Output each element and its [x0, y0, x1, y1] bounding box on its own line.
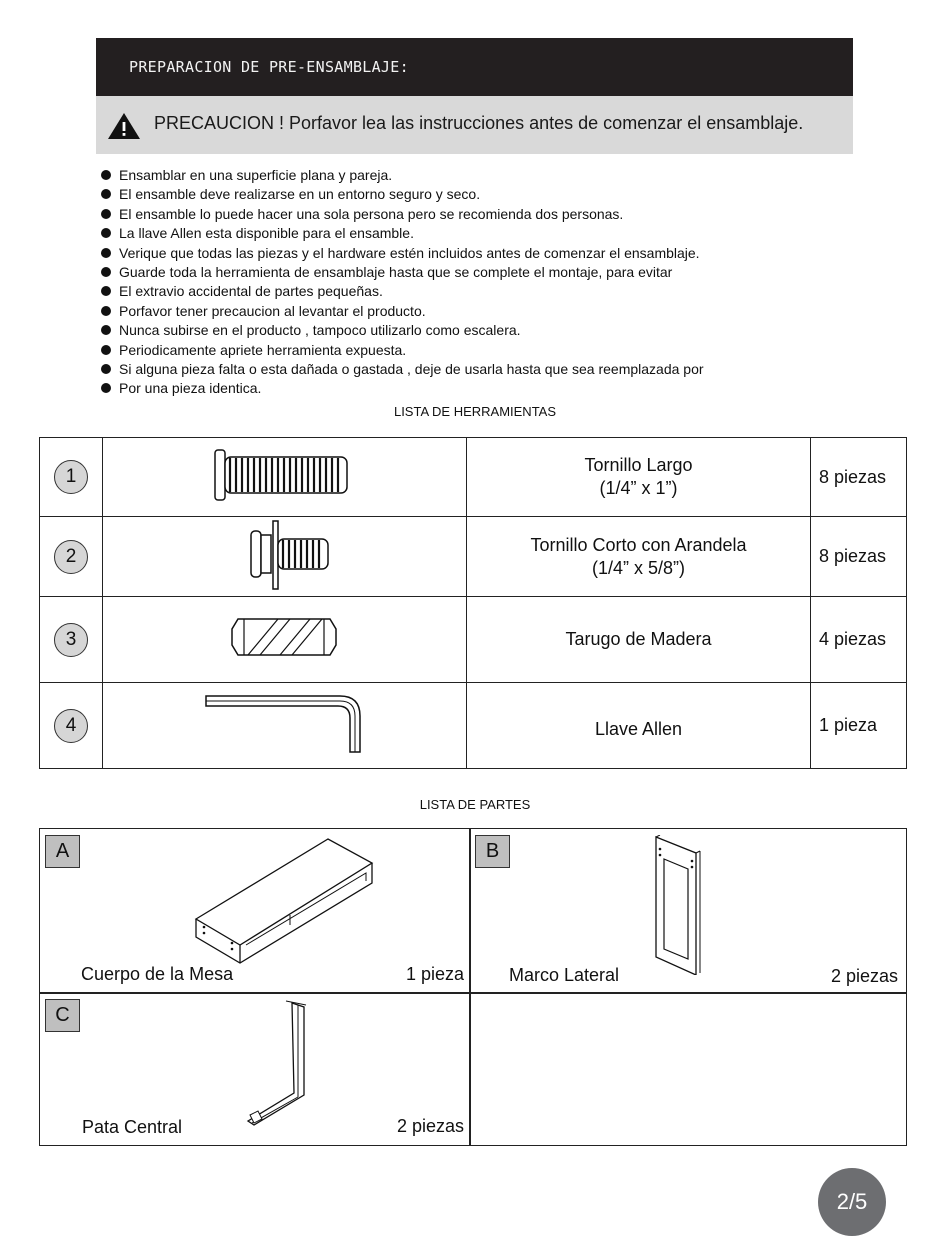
- rule-item-continuation: El extravio accidental de partes pequeñas.: [99, 282, 799, 301]
- item-number: 3: [54, 623, 88, 657]
- tool-quantity: 1 pieza: [811, 683, 907, 769]
- tools-table: [39, 437, 907, 769]
- rule-item: El ensamble deve realizarse en un entorno seguro y seco.: [99, 185, 799, 204]
- part-name: Marco Lateral: [509, 965, 620, 985]
- parts-list-title: LISTA DE PARTES: [419, 797, 531, 812]
- part-quantity: 2 piezas: [396, 1116, 464, 1136]
- tool-quantity: 4 piezas: [811, 597, 907, 683]
- wood-dowel-icon: [230, 615, 340, 659]
- warning-icon: [107, 111, 141, 141]
- rule-item: Si alguna pieza falta o esta dañada o gastada , deje de usarla hasta que sea reemplazada por: [99, 360, 799, 379]
- part-card-empty: [469, 992, 907, 1146]
- rule-item: El ensamble lo puede hacer una sola persona pero se recomienda dos personas.: [99, 205, 799, 224]
- part-letter: A: [45, 835, 80, 868]
- part-letter: C: [45, 999, 80, 1032]
- item-number: 2: [54, 540, 88, 574]
- table-row: [40, 683, 907, 769]
- table-row: [40, 517, 907, 597]
- table-row: [40, 438, 907, 517]
- item-number: 1: [54, 460, 88, 494]
- rule-item: Porfavor tener precaucion al levantar el producto.: [99, 302, 799, 321]
- part-letter: B: [475, 835, 510, 868]
- parts-grid: [39, 828, 907, 1146]
- tool-quantity: 8 piezas: [811, 517, 907, 597]
- tool-size: (1/4” x 1”): [599, 478, 678, 498]
- table-body-drawing: [190, 835, 380, 965]
- tool-name: Llave Allen: [594, 719, 683, 739]
- center-leg-drawing: [244, 999, 314, 1129]
- rule-item: La llave Allen esta disponible para el ensamble.: [99, 224, 799, 243]
- part-name: Pata Central: [82, 1117, 183, 1137]
- rule-item: Nunca subirse en el producto , tampoco utilizarlo como escalera.: [99, 321, 799, 340]
- rule-item: Verique que todas las piezas y el hardware estén incluidos antes de comenzar el ensamblaje.: [99, 244, 799, 263]
- rule-item-continuation: Por una pieza identica.: [99, 379, 799, 398]
- part-quantity: 1 pieza: [405, 964, 464, 984]
- rules-list: [99, 166, 799, 399]
- allen-key-icon: [200, 690, 370, 756]
- table-row: [40, 597, 907, 683]
- tool-size: (1/4” x 5/8”): [591, 557, 686, 578]
- item-number: 4: [54, 709, 88, 743]
- part-card-a: [39, 828, 471, 994]
- tool-name: Tornillo Corto con Arandela: [530, 534, 747, 555]
- rule-item: Guarde toda la herramienta de ensamblaje hasta que se complete el montaje, para evitar: [99, 263, 799, 282]
- rule-item: Ensamblar en una superficie plana y pareja.: [99, 166, 799, 185]
- tool-name: Tarugo de Madera: [565, 629, 712, 649]
- tool-name: Tornillo Largo: [584, 455, 693, 475]
- tool-quantity: 8 piezas: [811, 438, 907, 517]
- side-frame-drawing: [652, 835, 708, 975]
- short-screw-washer-icon: [235, 517, 335, 591]
- rule-item: Periodicamente apriete herramienta expuesta.: [99, 341, 799, 360]
- tools-list-title: LISTA DE HERRAMIENTAS: [393, 404, 557, 419]
- page-number-badge: 2/5: [818, 1168, 886, 1236]
- part-quantity: 2 piezas: [830, 966, 898, 986]
- part-card-b: [469, 828, 907, 994]
- caution-text: PRECAUCION ! Porfavor lea las instrucciones antes de comenzar el ensamblaje.: [154, 113, 804, 133]
- part-card-c: [39, 992, 471, 1146]
- long-screw-icon: [210, 447, 360, 503]
- caution-banner: [96, 96, 853, 154]
- section-header: PREPARACION DE PRE-ENSAMBLAJE:: [96, 38, 853, 96]
- part-name: Cuerpo de la Mesa: [81, 964, 234, 984]
